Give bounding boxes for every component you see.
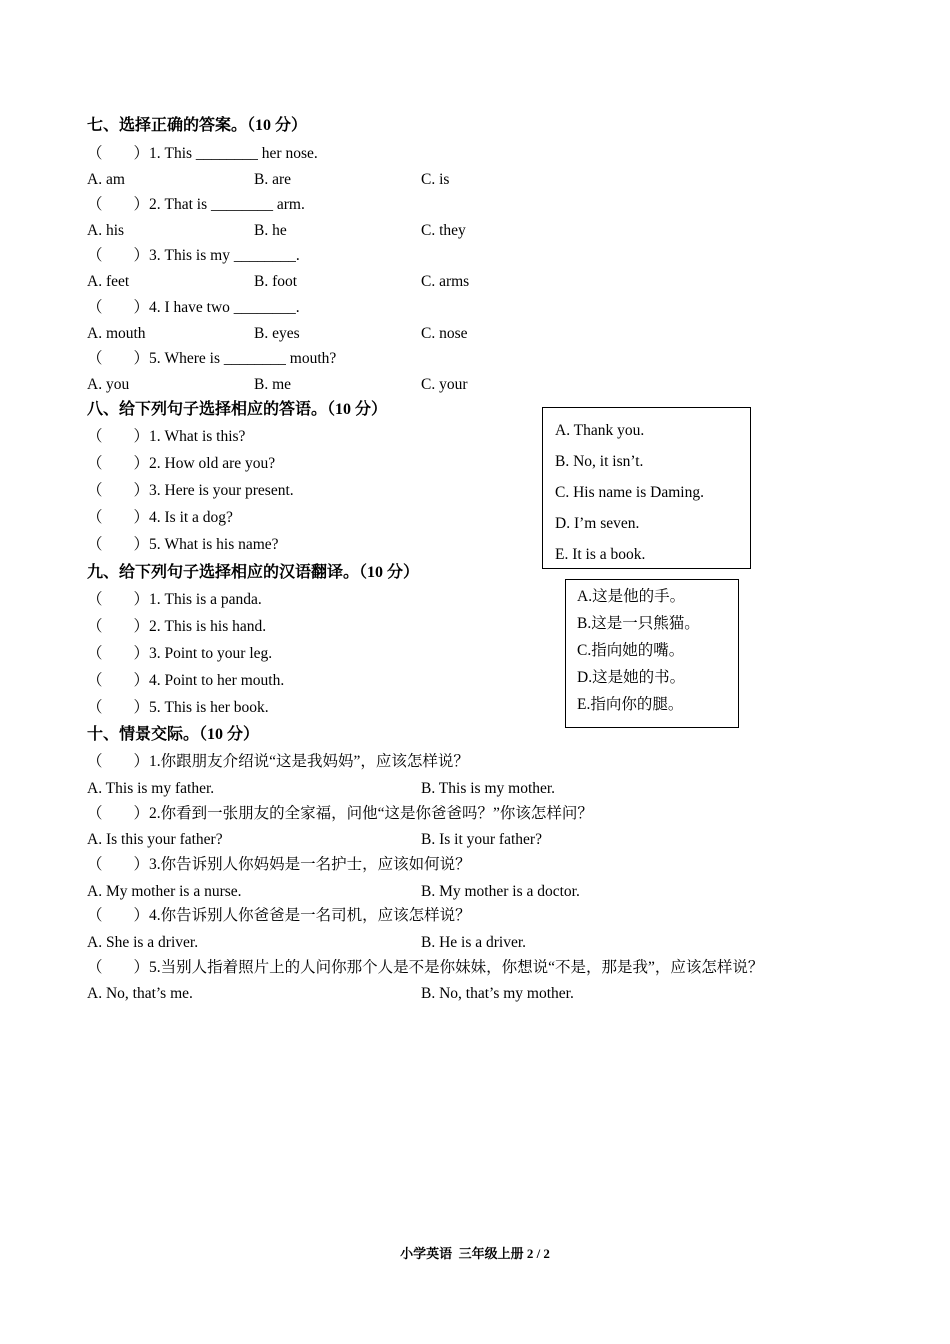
s10-q2-option-a: A. Is this your father?: [87, 831, 223, 848]
s7-q1-option-c: C. is: [421, 171, 450, 188]
s9-question-1: （ ）1. This is a panda.: [87, 591, 262, 608]
s9-question-2: （ ）2. This is his hand.: [87, 618, 267, 635]
s7-q5-option-c: C. your: [421, 376, 468, 393]
section-7-heading: 七、选择正确的答案。（10 分）: [87, 117, 308, 134]
s8-answer-option-d: D. I’m seven.: [555, 515, 640, 532]
s7-question-1: （ ）1. This ________ her nose.: [87, 145, 318, 162]
s8-question-4: （ ）4. Is it a dog?: [87, 509, 233, 526]
s7-q2-option-a: A. his: [87, 222, 125, 239]
s9-translation-box: [565, 579, 739, 728]
s8-answer-option-b: B. No, it isn’t.: [555, 453, 644, 470]
s7-question-3: （ ）3. This is my ________.: [87, 247, 300, 264]
s10-q4-option-b: B. He is a driver.: [421, 934, 527, 951]
s9-question-5: （ ）5. This is her book.: [87, 699, 269, 716]
s7-q4-option-b: B. eyes: [254, 325, 300, 342]
s9-question-4: （ ）4. Point to her mouth.: [87, 672, 285, 689]
section-8-heading: 八、给下列句子选择相应的答语。（10 分）: [87, 401, 388, 418]
s10-question-3: （ ）3.你告诉别人你妈妈是一名护士，应该如何说？: [87, 856, 471, 873]
s10-q3-option-a: A. My mother is a nurse.: [87, 883, 242, 900]
s9-translation-option-a: A.这是他的手。: [577, 588, 686, 605]
s7-question-5: （ ）5. Where is ________ mouth?: [87, 350, 337, 367]
s9-translation-option-b: B.这是一只熊猫。: [577, 615, 700, 632]
s7-q2-option-c: C. they: [421, 222, 466, 239]
s10-question-4: （ ）4.你告诉别人你爸爸是一名司机，应该怎样说？: [87, 907, 471, 924]
s8-answer-option-e: E. It is a book.: [555, 546, 646, 563]
s10-q5-option-a: A. No, that’s me.: [87, 985, 193, 1002]
s10-q1-option-b: B. This is my mother.: [421, 780, 556, 797]
s10-question-1: （ ）1.你跟朋友介绍说“这是我妈妈”，应该怎样说？: [87, 753, 469, 770]
s8-question-3: （ ）3. Here is your present.: [87, 482, 294, 499]
page-footer: 小学英语 三年级上册 2 / 2: [400, 1246, 550, 1261]
s10-q4-option-a: A. She is a driver.: [87, 934, 199, 951]
s7-q3-option-a: A. feet: [87, 273, 130, 290]
s9-question-3: （ ）3. Point to your leg.: [87, 645, 273, 662]
s7-q1-option-b: B. are: [254, 171, 292, 188]
s10-question-2: （ ）2.你看到一张朋友的全家福，问他“这是你爸爸吗？”你该怎样问？: [87, 805, 593, 822]
s9-translation-option-e: E.指向你的腿。: [577, 696, 684, 713]
s7-q5-option-b: B. me: [254, 376, 292, 393]
section-9-heading: 九、给下列句子选择相应的汉语翻译。（10 分）: [87, 564, 420, 581]
s8-question-2: （ ）2. How old are you?: [87, 455, 276, 472]
s10-q3-option-b: B. My mother is a doctor.: [421, 883, 580, 900]
section-10-heading: 十、情景交际。（10 分）: [87, 726, 260, 743]
s7-question-2: （ ）2. That is ________ arm.: [87, 196, 305, 213]
s8-answer-option-a: A. Thank you.: [555, 422, 645, 439]
s8-answer-box: [542, 407, 751, 569]
s7-q3-option-c: C. arms: [421, 273, 470, 290]
s7-q2-option-b: B. he: [254, 222, 287, 239]
s8-question-1: （ ）1. What is this?: [87, 428, 246, 445]
s9-translation-option-d: D.这是她的书。: [577, 669, 686, 686]
s8-question-5: （ ）5. What is his name?: [87, 536, 279, 553]
s10-q2-option-b: B. Is it your father?: [421, 831, 542, 848]
s7-q1-option-a: A. am: [87, 171, 125, 188]
s7-q5-option-a: A. you: [87, 376, 130, 393]
s9-translation-option-c: C.指向她的嘴。: [577, 642, 685, 659]
s7-q4-option-a: A. mouth: [87, 325, 146, 342]
s10-q5-option-b: B. No, that’s my mother.: [421, 985, 574, 1002]
s10-q1-option-a: A. This is my father.: [87, 780, 215, 797]
s8-answer-option-c: C. His name is Daming.: [555, 484, 704, 501]
s7-q3-option-b: B. foot: [254, 273, 298, 290]
s7-question-4: （ ）4. I have two ________.: [87, 299, 300, 316]
s7-q4-option-c: C. nose: [421, 325, 468, 342]
s10-question-5: （ ）5.当别人指着照片上的人问你那个人是不是你妹妹，你想说“不是，那是我”，应该怎样说？: [87, 959, 764, 976]
